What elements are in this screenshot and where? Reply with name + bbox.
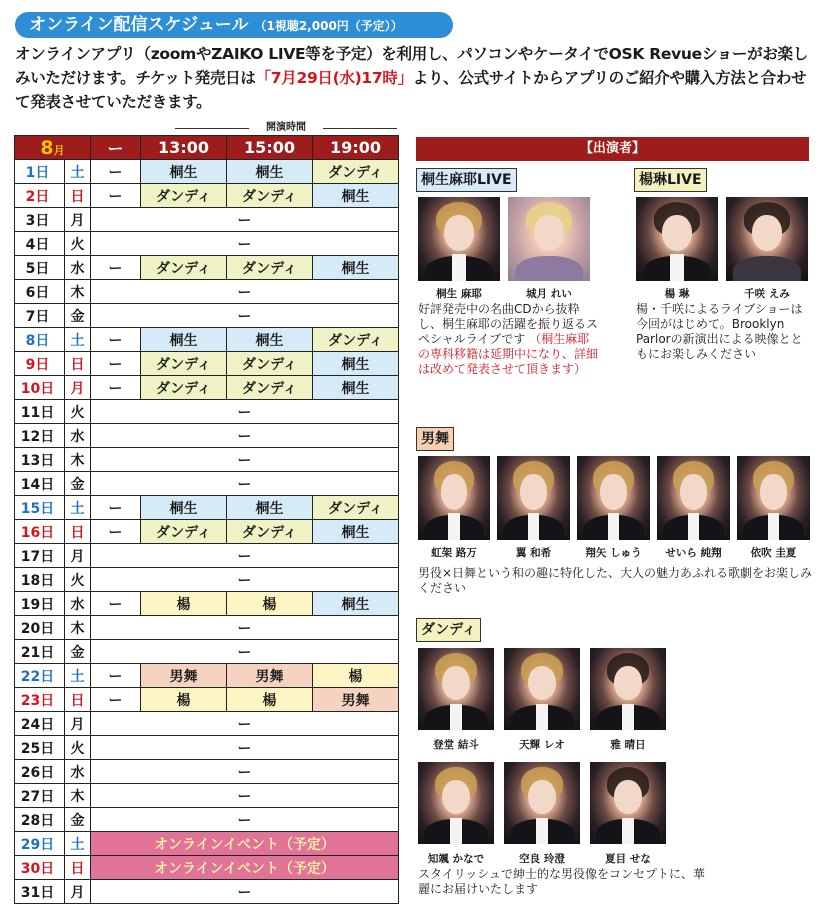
cast-name: 虹架 路万	[431, 547, 477, 559]
no-show-cell: ー	[91, 544, 399, 568]
schedule-row	[15, 784, 399, 808]
row-date: 27日	[15, 784, 65, 808]
row-weekday: 金	[65, 304, 91, 328]
show-cell-dandy: ダンディ	[227, 376, 313, 400]
schedule-row	[15, 184, 399, 208]
cast-name: 空良 玲澄	[519, 853, 565, 865]
danbu-label: 男舞	[416, 427, 454, 451]
no-show-cell: ー	[91, 808, 399, 832]
row-date: 15日	[15, 496, 65, 520]
portrait-danbu-2	[497, 456, 570, 540]
row-date: 4日	[15, 232, 65, 256]
no-show-cell: ー	[91, 592, 141, 616]
schedule-row	[15, 280, 399, 304]
show-cell-kiryu: 桐生	[313, 376, 399, 400]
row-weekday: 日	[65, 856, 91, 880]
schedule-row	[15, 376, 399, 400]
row-date: 7日	[15, 304, 65, 328]
no-show-cell: ー	[91, 256, 141, 280]
schedule-row	[15, 712, 399, 736]
row-weekday: 火	[65, 568, 91, 592]
row-weekday: 火	[65, 400, 91, 424]
row-weekday: 日	[65, 520, 91, 544]
show-cell-kiryu: 桐生	[313, 592, 399, 616]
time-header-1900: 19:00	[313, 136, 399, 160]
row-weekday: 水	[65, 256, 91, 280]
cast-name: 城月 れい	[526, 288, 572, 300]
row-date: 1日	[15, 160, 65, 184]
row-date: 8日	[15, 328, 65, 352]
no-show-cell: ー	[91, 496, 141, 520]
show-cell-danbu: 男舞	[227, 664, 313, 688]
portrait-dandy-6	[590, 762, 666, 844]
row-date: 26日	[15, 760, 65, 784]
schedule-title-price: （1視聴2,000円（予定））	[254, 19, 403, 33]
schedule-row	[15, 832, 399, 856]
row-weekday: 土	[65, 160, 91, 184]
row-date: 29日	[15, 832, 65, 856]
show-cell-kiryu: 桐生	[313, 520, 399, 544]
row-date: 19日	[15, 592, 65, 616]
cast-name: 天輝 レオ	[519, 739, 565, 751]
no-show-cell: ー	[91, 784, 399, 808]
show-cell-dandy: ダンディ	[227, 520, 313, 544]
show-cell-kiryu: 桐生	[313, 256, 399, 280]
time-header-1300: 13:00	[141, 136, 227, 160]
show-cell-dandy: ダンディ	[227, 256, 313, 280]
cast-name: 夏目 せな	[605, 853, 651, 865]
kiryu-live-description	[418, 302, 598, 377]
row-weekday: 月	[65, 712, 91, 736]
no-show-cell: ー	[91, 448, 399, 472]
portrait-yang-lin	[636, 197, 718, 281]
time-header-1500: 15:00	[227, 136, 313, 160]
schedule-title	[15, 12, 453, 38]
schedule-row	[15, 208, 399, 232]
no-show-cell: ー	[91, 304, 399, 328]
row-weekday: 月	[65, 208, 91, 232]
row-weekday: 木	[65, 280, 91, 304]
cast-name: 翔矢 しゅう	[585, 547, 642, 559]
portrait-dandy-4	[418, 762, 494, 844]
cast-name: 知颯 かなで	[427, 853, 485, 865]
cast-name: 楊 琳	[664, 288, 690, 300]
show-cell-yang: 楊	[227, 688, 313, 712]
row-date: 5日	[15, 256, 65, 280]
show-cell-dandy: ダンディ	[141, 184, 227, 208]
show-cell-yang: 楊	[313, 664, 399, 688]
month-header	[15, 136, 91, 160]
row-date: 22日	[15, 664, 65, 688]
row-weekday: 日	[65, 184, 91, 208]
row-date: 30日	[15, 856, 65, 880]
row-weekday: 日	[65, 688, 91, 712]
row-weekday: 木	[65, 784, 91, 808]
schedule-row	[15, 760, 399, 784]
no-show-cell: ー	[91, 736, 399, 760]
no-show-cell: ー	[91, 376, 141, 400]
row-weekday: 火	[65, 232, 91, 256]
schedule-header-row	[15, 136, 399, 160]
row-weekday: 土	[65, 328, 91, 352]
intro-part2: より、公式サイトからアプリのご紹介や購入方法と合わせて発表させていただきます。	[15, 69, 807, 111]
no-show-cell: ー	[91, 880, 399, 904]
schedule-row	[15, 592, 399, 616]
show-cell-kiryu: 桐生	[227, 328, 313, 352]
schedule-row	[15, 328, 399, 352]
row-date: 9日	[15, 352, 65, 376]
cast-name: 千咲 えみ	[744, 288, 790, 300]
schedule-row	[15, 160, 399, 184]
dandy-description: スタイリッシュで紳士的な男役像をコンセプトに、華麗にお届けいたします	[418, 867, 706, 896]
row-weekday: 水	[65, 760, 91, 784]
row-date: 13日	[15, 448, 65, 472]
row-date: 23日	[15, 688, 65, 712]
schedule-title-main: オンライン配信スケジュール	[29, 15, 249, 35]
schedule-row	[15, 520, 399, 544]
show-cell-yang: 楊	[141, 688, 227, 712]
row-date: 12日	[15, 424, 65, 448]
show-cell-kiryu: 桐生	[313, 184, 399, 208]
schedule-row	[15, 544, 399, 568]
schedule-table	[14, 135, 399, 904]
online-event-cell: オンラインイベント（予定）	[91, 856, 399, 880]
row-weekday: 金	[65, 472, 91, 496]
schedule-row	[15, 568, 399, 592]
row-weekday: 日	[65, 352, 91, 376]
row-date: 14日	[15, 472, 65, 496]
no-show-cell: ー	[91, 208, 399, 232]
row-date: 21日	[15, 640, 65, 664]
row-weekday: 木	[65, 448, 91, 472]
no-show-cell: ー	[91, 712, 399, 736]
no-show-cell: ー	[91, 520, 141, 544]
show-cell-danbu: 男舞	[141, 664, 227, 688]
row-weekday: 水	[65, 592, 91, 616]
yang-live-description: 楊・千咲によるライブショーは今回がはじめて。Brooklyn Parlorの新演出による映像とともにお楽しみください	[636, 302, 803, 361]
cast-name: 翼 和希	[515, 547, 552, 559]
no-show-cell: ー	[91, 280, 399, 304]
show-cell-yang: 楊	[227, 592, 313, 616]
no-show-cell: ー	[91, 568, 399, 592]
row-date: 11日	[15, 400, 65, 424]
no-show-cell: ー	[91, 184, 141, 208]
show-cell-dandy: ダンディ	[227, 184, 313, 208]
danbu-description: 男役×日舞という和の趣に特化した、大人の魅力あふれる歌劇をお楽しみください	[418, 566, 813, 595]
schedule-row	[15, 664, 399, 688]
row-date: 10日	[15, 376, 65, 400]
row-date: 3日	[15, 208, 65, 232]
month-suffix: 月	[53, 143, 65, 157]
month-number: 8	[40, 136, 54, 159]
online-event-cell: オンラインイベント（予定）	[91, 832, 399, 856]
schedule-row	[15, 808, 399, 832]
kiryu-live-desc-main: 好評発売中の名曲CDから抜粋し、桐生麻耶の活躍を振り返るスペシャルライブです	[418, 302, 599, 346]
show-cell-dandy: ダンディ	[141, 520, 227, 544]
row-weekday: 月	[65, 880, 91, 904]
no-show-cell: ー	[91, 760, 399, 784]
row-weekday: 土	[65, 496, 91, 520]
row-weekday: 月	[65, 544, 91, 568]
no-show-cell: ー	[91, 352, 141, 376]
ticket-release-date: 「7月29日(水)17時」	[255, 69, 413, 87]
show-cell-dandy: ダンディ	[313, 496, 399, 520]
dandy-label: ダンディ	[416, 618, 481, 642]
portrait-dandy-2	[504, 648, 580, 730]
schedule-row	[15, 400, 399, 424]
show-cell-dandy: ダンディ	[227, 352, 313, 376]
intro-text	[15, 42, 815, 114]
row-weekday: 水	[65, 424, 91, 448]
row-date: 16日	[15, 520, 65, 544]
cast-name: 雅 晴日	[610, 739, 646, 751]
show-cell-kiryu: 桐生	[141, 496, 227, 520]
row-weekday: 火	[65, 736, 91, 760]
schedule-row	[15, 856, 399, 880]
schedule-row	[15, 352, 399, 376]
schedule-row	[15, 640, 399, 664]
row-weekday: 月	[65, 376, 91, 400]
intro-part1: オンラインアプリ（zoomやZAIKO LIVE等を予定）を利用し、パソコンやケータイでOSK Revueショーがお楽しみいただけます。チケット発売日は	[15, 45, 808, 87]
show-cell-kiryu: 桐生	[141, 328, 227, 352]
row-date: 17日	[15, 544, 65, 568]
show-cell-kiryu: 桐生	[141, 160, 227, 184]
start-time-label: 開演時間	[175, 122, 397, 134]
portrait-dandy-3	[590, 648, 666, 730]
portrait-danbu-4	[657, 456, 730, 540]
row-date: 31日	[15, 880, 65, 904]
cast-name: 桐生 麻耶	[436, 288, 482, 300]
header-dash: ー	[91, 136, 141, 160]
portrait-dandy-1	[418, 648, 494, 730]
schedule-row	[15, 736, 399, 760]
show-cell-dandy: ダンディ	[313, 328, 399, 352]
no-show-cell: ー	[91, 640, 399, 664]
row-weekday: 土	[65, 832, 91, 856]
portrait-danbu-5	[737, 456, 810, 540]
no-show-cell: ー	[91, 232, 399, 256]
schedule-row	[15, 424, 399, 448]
no-show-cell: ー	[91, 688, 141, 712]
cast-name: 登堂 結斗	[433, 739, 479, 751]
row-date: 18日	[15, 568, 65, 592]
portrait-dandy-5	[504, 762, 580, 844]
row-weekday: 土	[65, 664, 91, 688]
no-show-cell: ー	[91, 472, 399, 496]
row-weekday: 金	[65, 808, 91, 832]
schedule-row	[15, 256, 399, 280]
row-date: 25日	[15, 736, 65, 760]
portrait-kiryu-maya	[418, 197, 500, 281]
portrait-shirotsuki-rei	[508, 197, 590, 281]
show-cell-dandy: ダンディ	[313, 160, 399, 184]
cast-name: 依吹 圭夏	[750, 547, 797, 559]
schedule-row	[15, 688, 399, 712]
show-cell-kiryu: 桐生	[313, 352, 399, 376]
show-cell-yang: 楊	[141, 592, 227, 616]
no-show-cell: ー	[91, 424, 399, 448]
schedule-row	[15, 472, 399, 496]
portrait-danbu-1	[418, 456, 490, 540]
row-weekday: 金	[65, 640, 91, 664]
no-show-cell: ー	[91, 400, 399, 424]
schedule-row	[15, 880, 399, 904]
row-weekday: 木	[65, 616, 91, 640]
schedule-row	[15, 232, 399, 256]
no-show-cell: ー	[91, 160, 141, 184]
kiryu-live-desc-note: （桐生麻耶の専科移籍は延期中になり、詳細は改めて発表させて頂きます）	[418, 332, 599, 376]
show-cell-dandy: ダンディ	[141, 352, 227, 376]
row-date: 20日	[15, 616, 65, 640]
portrait-chisaki-emi	[726, 197, 808, 281]
row-date: 28日	[15, 808, 65, 832]
cast-header: 【出演者】	[416, 137, 809, 161]
row-date: 24日	[15, 712, 65, 736]
show-cell-kiryu: 桐生	[227, 160, 313, 184]
kiryu-live-label: 桐生麻耶LIVE	[416, 168, 517, 192]
no-show-cell: ー	[91, 328, 141, 352]
row-date: 2日	[15, 184, 65, 208]
schedule-row	[15, 448, 399, 472]
row-date: 6日	[15, 280, 65, 304]
yang-live-label: 楊琳LIVE	[634, 168, 707, 192]
schedule-row	[15, 496, 399, 520]
schedule-row	[15, 304, 399, 328]
show-cell-kiryu: 桐生	[227, 496, 313, 520]
show-cell-danbu: 男舞	[313, 688, 399, 712]
show-cell-dandy: ダンディ	[141, 256, 227, 280]
no-show-cell: ー	[91, 664, 141, 688]
schedule-row	[15, 616, 399, 640]
show-cell-dandy: ダンディ	[141, 376, 227, 400]
no-show-cell: ー	[91, 616, 399, 640]
portrait-danbu-3	[577, 456, 650, 540]
cast-name: せいら 純翔	[665, 547, 722, 559]
